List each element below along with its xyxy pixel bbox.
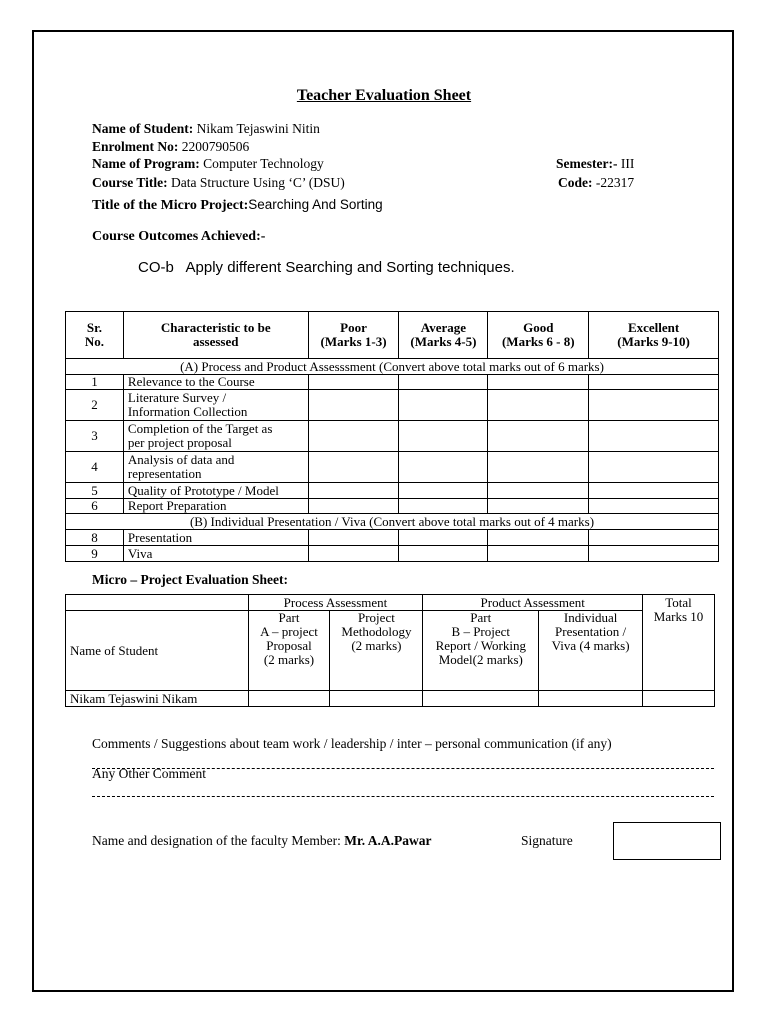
enrolment-label: Enrolment No: xyxy=(92,139,179,154)
faculty-line xyxy=(92,833,432,849)
col-header-poor: Poor (Marks 1-3) xyxy=(308,312,399,359)
evaluation-table xyxy=(65,311,719,562)
semester-label: Semester:- xyxy=(556,156,618,171)
table-header-row xyxy=(66,312,719,359)
course-title: Data Structure Using ‘C’ (DSU) xyxy=(171,175,345,190)
other-comment-label: Any Other Comment xyxy=(92,766,206,781)
table-row: 2 Literature Survey / Information Collection xyxy=(66,390,719,421)
section-b-label: (B) Individual Presentation / Viva (Convert above total marks out of 4 marks) xyxy=(66,514,719,530)
col-header-part-b: Part B – Project Report / Working Model(2 marks) xyxy=(423,611,539,691)
table-row: 4 Analysis of data and representation xyxy=(66,452,719,483)
table-row: 3 Completion of the Target as per project proposal xyxy=(66,421,719,452)
team-comments-label: Comments / Suggestions about team work / leadership / inter – personal communication (if any) xyxy=(92,736,612,751)
col-header-individual: Individual Presentation / Viva (4 marks) xyxy=(539,611,643,691)
course-label: Course Title: xyxy=(92,175,168,190)
project-title: Searching And Sorting xyxy=(248,197,383,212)
micro-header-row xyxy=(66,595,715,611)
course-code: -22317 xyxy=(595,175,635,190)
col-header-sr-no: Sr. No. xyxy=(66,312,124,359)
table-row: 5 Quality of Prototype / Model xyxy=(66,483,719,499)
section-a-label: (A) Process and Product Assesssment (Convert above total marks out of 6 marks) xyxy=(66,359,719,375)
course-outcome xyxy=(138,259,515,276)
program-name: Computer Technology xyxy=(203,156,324,171)
micro-subheader-row xyxy=(66,611,715,691)
micro-evaluation-table xyxy=(65,594,715,707)
co-id: CO-b xyxy=(138,259,174,276)
col-header-characteristic: Characteristic to be assessed xyxy=(123,312,308,359)
col-header-total: Total Marks 10 xyxy=(643,595,715,691)
col-header-methodology: Project Methodology (2 marks) xyxy=(330,611,423,691)
enrolment-number: 2200790506 xyxy=(181,139,250,154)
table-row: 8 Presentation xyxy=(66,530,719,546)
enrolment-line xyxy=(92,139,249,155)
process-assessment-header: Process Assessment xyxy=(248,595,423,611)
project-line xyxy=(92,197,383,214)
table-row: 1 Relevance to the Course xyxy=(66,375,719,390)
program-line xyxy=(92,156,324,172)
semester-value: III xyxy=(620,156,635,171)
project-label: Title of the Micro Project: xyxy=(92,198,249,213)
outcomes-heading: Course Outcomes Achieved:- xyxy=(92,229,266,244)
col-header-part-a: Part A – project Proposal (2 marks) xyxy=(248,611,330,691)
signature-label: Signature xyxy=(521,833,573,848)
student-name-cell: Nikam Tejaswini Nikam xyxy=(66,691,249,707)
faculty-label: Name and designation of the faculty Member: xyxy=(92,833,341,848)
student-name-line xyxy=(92,121,320,137)
code-line xyxy=(558,175,634,191)
semester-line xyxy=(556,156,634,172)
course-line xyxy=(92,175,345,191)
col-header-excellent: Excellent (Marks 9-10) xyxy=(589,312,719,359)
page-title: Teacher Evaluation Sheet xyxy=(296,87,472,104)
section-a-row xyxy=(66,359,719,375)
section-b-row xyxy=(66,514,719,530)
code-label: Code: xyxy=(558,175,593,190)
faculty-name: Mr. A.A.Pawar xyxy=(344,833,432,848)
micro-eval-heading: Micro – Project Evaluation Sheet: xyxy=(92,572,288,587)
student-name-label: Name of Student: xyxy=(92,121,194,136)
table-row: 6 Report Preparation xyxy=(66,499,719,514)
student-name: Nikam Tejaswini Nitin xyxy=(196,121,320,136)
co-text: Apply different Searching and Sorting techniques. xyxy=(185,259,515,276)
other-comment-dashed-line[interactable] xyxy=(92,796,714,797)
product-assessment-header: Product Assessment xyxy=(423,595,643,611)
program-label: Name of Program: xyxy=(92,156,200,171)
signature-box[interactable] xyxy=(613,822,721,860)
col-header-good: Good (Marks 6 - 8) xyxy=(488,312,589,359)
col-header-average: Average (Marks 4-5) xyxy=(399,312,488,359)
table-row xyxy=(66,691,715,707)
col-header-name: Name of Student xyxy=(66,611,249,691)
table-row: 9 Viva xyxy=(66,546,719,562)
